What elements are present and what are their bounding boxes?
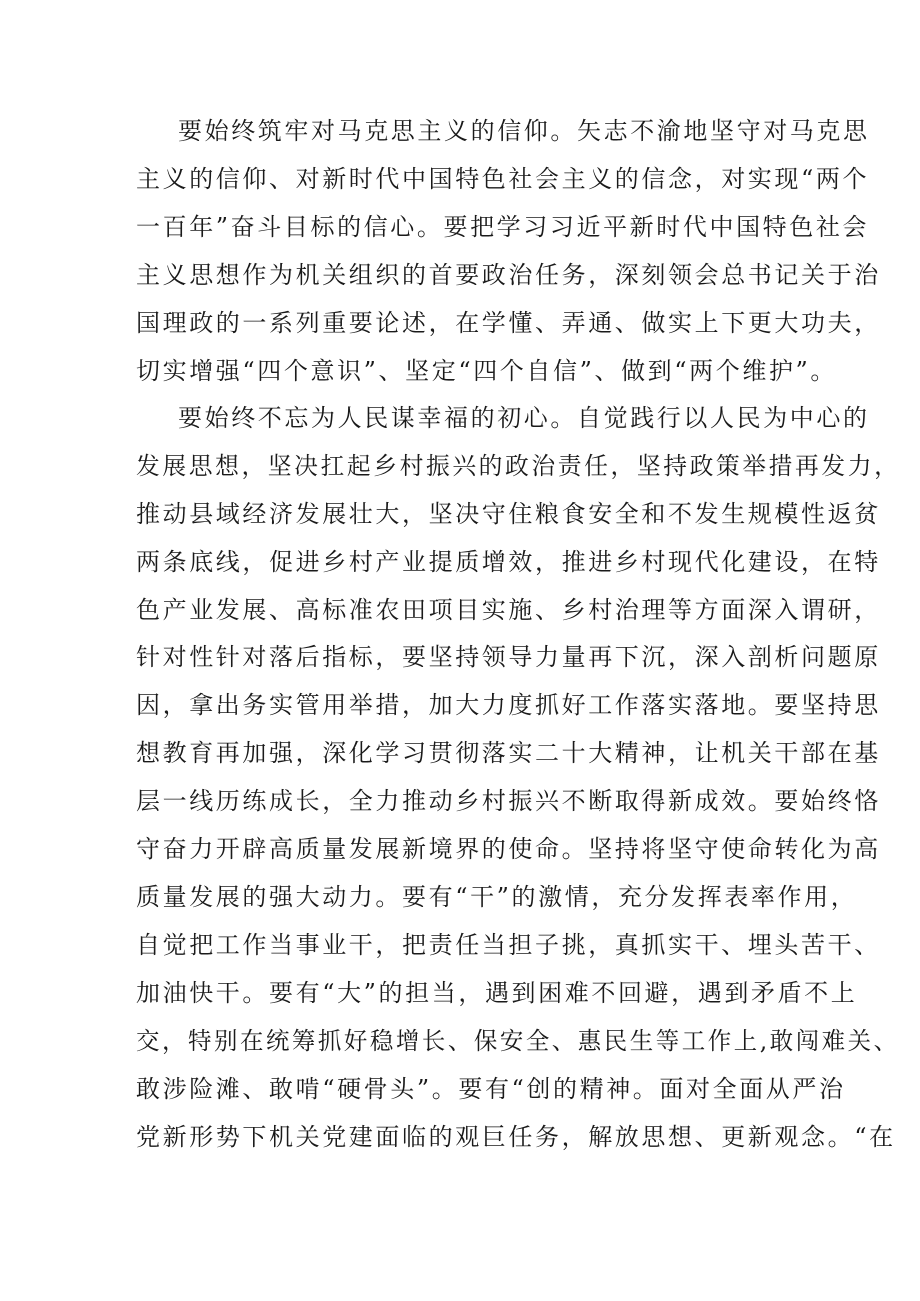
paragraph-1-line-6: 切实增强“四个意识”、坚定“四个自信”、做到“两个维护”。: [136, 357, 838, 385]
paragraph-2-line-10: 守奋力开辟高质量发展新境界的使命。坚持将坚守使命转化为高: [136, 835, 881, 863]
paragraph-1-line-3: 一百年”奋斗目标的信心。要把学习习近平新时代中国特色社会: [136, 213, 870, 241]
paragraph-2-line-8: 想教育再加强，深化学习贯彻落实二十大精神，让机关干部在基: [136, 739, 881, 767]
paragraph-2-line-6: 针对性针对落后指标，要坚持领导力量再下沉，深入剖析问题原: [136, 643, 881, 671]
paragraph-2-line-11: 质量发展的强大动力。要有“干”的激情，充分发挥表率作用，: [136, 883, 858, 911]
paragraph-2-line-3: 推动县域经济发展壮大，坚决守住粮食安全和不发生规模性返贫: [136, 500, 881, 528]
paragraph-2-line-12: 自觉把工作当事业干，把责任当担子挑，真抓实干、埋头苦干、: [136, 931, 881, 959]
paragraph-2-line-15: 敢涉险滩、敢啃“硬骨头”。要有“创的精神。面对全面从严治: [136, 1075, 846, 1103]
paragraph-2-line-1: 要始终不忘为人民谋幸福的初心。自觉践行以人民为中心的: [178, 404, 870, 432]
paragraph-2-line-9: 层一线历练成长，全力推动乡村振兴不断取得新成效。要始终恪: [136, 787, 881, 815]
paragraph-1-line-5: 国理政的一系列重要论述，在学懂、弄通、做实上下更大功夫，: [136, 309, 881, 337]
paragraph-2-line-4: 两条底线，促进乡村产业提质增效，推进乡村现代化建设，在特: [136, 548, 881, 576]
paragraph-2-line-16: 党新形势下机关党建面临的观巨任务，解放思想、更新观念。“在: [136, 1123, 896, 1151]
paragraph-2-line-5: 色产业发展、高标准农田项目实施、乡村治理等方面深入谓研，: [136, 596, 881, 624]
paragraph-2-line-7: 因，拿出务实管用举措，加大力度抓好工作落实落地。要坚持思: [136, 691, 881, 719]
paragraph-1-line-1: 要始终筑牢对马克思主义的信仰。矢志不渝地坚守对马克思: [178, 117, 870, 145]
paragraph-2-line-14: 交，特别在统筹抓好稳增长、保安全、惠民生等工作上,敢闯难关、: [136, 1027, 900, 1055]
paragraph-1-line-4: 主义思想作为机关组织的首要政治任务，深刻领会总书记关于治: [136, 261, 881, 289]
paragraph-2-line-2: 发展思想，坚决扛起乡村振兴的政治责任，坚持政策举措再发力，: [136, 452, 901, 480]
paragraph-1-line-2: 主义的信仰、对新时代中国特色社会主义的信念，对实现“两个: [136, 165, 870, 193]
paragraph-2-line-13: 加油快干。要有“大”的担当，遇到困难不回避，遇到矛盾不上: [136, 979, 858, 1007]
